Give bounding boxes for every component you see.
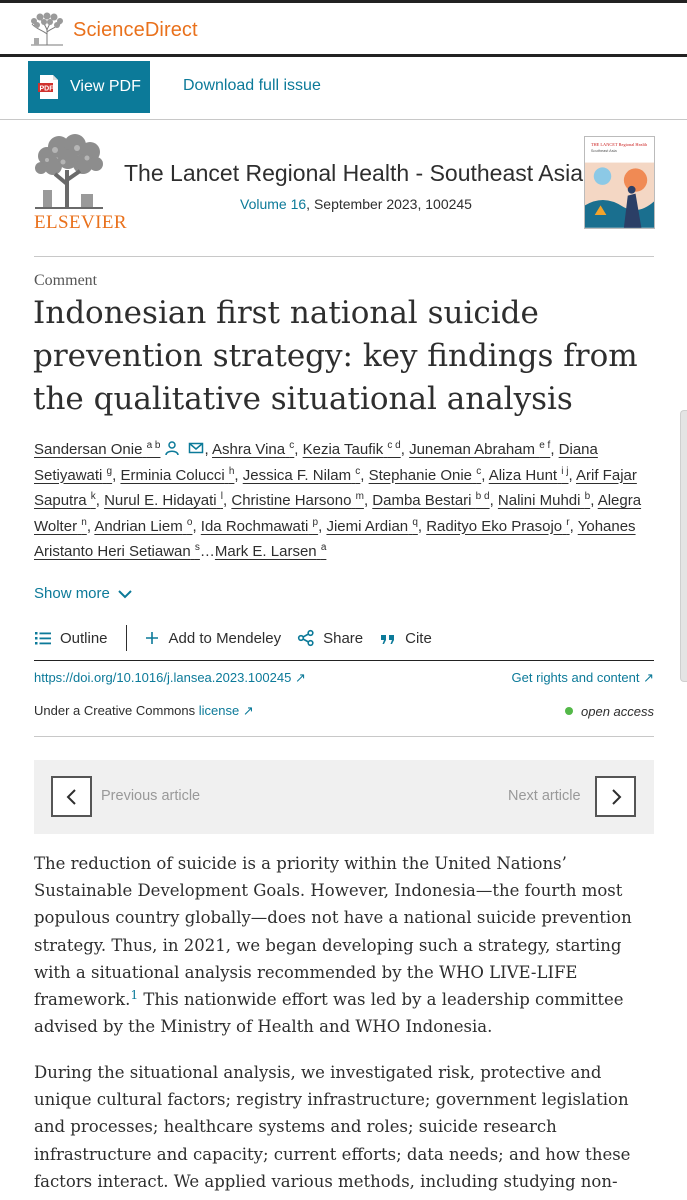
author-separator: , xyxy=(318,517,327,535)
author-link[interactable] xyxy=(94,518,192,535)
journal-header xyxy=(0,120,687,260)
reference-1-link[interactable]: 1 xyxy=(130,987,139,1002)
author-list xyxy=(34,437,654,565)
author-separator: … xyxy=(199,543,215,560)
author-affiliation: c xyxy=(355,465,361,477)
author-affiliation: r xyxy=(566,516,570,528)
journal-issue-info xyxy=(240,196,472,212)
author-link[interactable] xyxy=(201,518,318,535)
view-pdf-label: View PDF xyxy=(70,78,141,95)
author-affiliation: h xyxy=(228,465,235,477)
author-link[interactable] xyxy=(489,467,569,484)
author-separator: , xyxy=(481,466,489,484)
author-link[interactable] xyxy=(409,441,550,458)
author-link[interactable] xyxy=(104,492,223,509)
body-paragraph-1 xyxy=(34,850,654,1040)
view-pdf-button[interactable] xyxy=(28,61,150,113)
author-affiliation: p xyxy=(312,516,319,528)
author-name: Kezia Taufik xyxy=(302,441,384,458)
article-type: Comment xyxy=(34,272,98,289)
toolbar-divider xyxy=(34,660,654,661)
author-name: Stephanie Onie xyxy=(368,466,473,484)
author-affiliation: q xyxy=(412,516,418,528)
author-name: Ida Rochmawati xyxy=(200,517,309,535)
author-separator: , xyxy=(400,441,410,458)
external-link-icon: ↗ xyxy=(643,670,654,685)
journal-title[interactable]: The Lancet Regional Health - Southeast Asia xyxy=(124,160,584,186)
author-link[interactable] xyxy=(212,441,294,458)
author-name: Erminia Colucci xyxy=(120,466,225,484)
journal-cover-image[interactable] xyxy=(584,136,655,229)
license-info xyxy=(34,703,254,719)
author-separator: , xyxy=(363,492,373,509)
doi-text: https://doi.org/10.1016/j.lansea.2023.100245 xyxy=(34,670,292,685)
license-link[interactable] xyxy=(199,703,254,718)
rights-text: Get rights and content xyxy=(511,670,640,685)
author-name: Yohanes Aristanto Heri Setiawan xyxy=(34,517,636,560)
author-name: Alegra Wolter xyxy=(34,492,642,535)
show-more-label: Show more xyxy=(34,585,110,602)
author-affiliation: k xyxy=(90,491,96,502)
author-affiliation: a xyxy=(320,542,327,553)
author-separator: , xyxy=(234,466,243,484)
email-icon[interactable] xyxy=(188,440,204,456)
open-access-dot-icon xyxy=(565,707,573,715)
author-affiliation: b d xyxy=(475,491,490,502)
author-separator: , xyxy=(86,517,95,535)
author-link[interactable] xyxy=(231,492,364,509)
author-affiliation: n xyxy=(81,516,87,528)
author-separator: , xyxy=(192,517,201,535)
chevron-down-icon xyxy=(118,589,132,599)
open-access-label: open access xyxy=(581,703,654,719)
cite-button[interactable] xyxy=(379,629,432,647)
add-to-mendeley-button[interactable] xyxy=(143,629,282,647)
license-divider xyxy=(34,736,654,737)
cite-label: Cite xyxy=(405,629,432,647)
next-article-label[interactable]: Next article xyxy=(508,788,581,804)
share-icon xyxy=(297,629,315,647)
svg-text:PDF: PDF xyxy=(39,85,54,93)
author-name: Aliza Hunt xyxy=(488,466,558,484)
next-article-button[interactable] xyxy=(595,776,636,817)
author-link[interactable] xyxy=(303,441,401,458)
elsevier-logo-icon[interactable] xyxy=(33,134,105,210)
author-link[interactable] xyxy=(372,492,489,509)
author-affiliation: c d xyxy=(387,440,401,451)
list-icon xyxy=(34,629,52,647)
author-link[interactable] xyxy=(120,467,234,484)
author-affiliation: a b xyxy=(146,440,161,451)
toolbar-separator xyxy=(126,625,127,651)
author-link[interactable] xyxy=(34,441,160,458)
site-name[interactable]: ScienceDirect xyxy=(73,19,198,41)
author-affiliation: g xyxy=(106,465,113,477)
outline-button[interactable] xyxy=(34,629,108,647)
corresponding-author-icons xyxy=(164,440,204,456)
article-navigation xyxy=(34,760,654,834)
page-scrollbar[interactable] xyxy=(680,410,687,682)
elsevier-tree-logo-icon[interactable] xyxy=(28,12,66,46)
body-paragraph-2: During the situational analysis, we investigated risk, protective and unique cultural factors; registry infrastructure; government legislation and processes; healthcare systems and roles; suicide research infrastructure and capacity; current efforts; data needs; and how these factors interact. We applied various methods, including studying non- xyxy=(34,1063,631,1191)
show-more-button[interactable] xyxy=(34,585,132,602)
paragraph-1-rest: This nationwide effort was led by a leadership committee advised by the Ministry of Health and WHO Indonesia. xyxy=(34,990,624,1037)
paragraph-1-text: The reduction of suicide is a priority within the United Nations’ Sustainable Development Goals. However, Indonesia—the fourth most populous country globally—does not have a national suicide prevention strategy. Thus, in 2021, we began developing such a strategy, starting with a situational analysis recommended by the WHO LIVE-LIFE framework. xyxy=(34,854,632,1010)
author-link[interactable] xyxy=(426,518,569,535)
share-label: Share xyxy=(323,629,364,647)
previous-article-label[interactable]: Previous article xyxy=(101,788,201,804)
author-link[interactable] xyxy=(215,543,326,560)
download-full-issue-link[interactable]: Download full issue xyxy=(183,77,321,94)
mendeley-label: Add to Mendeley xyxy=(168,629,282,647)
author-name: Mark E. Larsen xyxy=(214,543,317,560)
author-name: Andrian Liem xyxy=(94,517,183,535)
author-name: Nalini Muhdi xyxy=(497,492,581,509)
cover-title-text: THE LANCET Regional Health xyxy=(590,142,648,148)
article-action-bar xyxy=(0,57,687,120)
cover-subtitle-text: Southeast Asia xyxy=(590,147,617,153)
chevron-right-icon xyxy=(608,789,624,805)
author-separator: , xyxy=(294,441,303,458)
author-affiliation: e f xyxy=(539,440,551,451)
get-rights-link[interactable] xyxy=(512,670,654,686)
author-name: Damba Bestari xyxy=(372,492,472,509)
author-name: Arif Fajar Saputra xyxy=(34,466,637,509)
elsevier-wordmark: ELSEVIER xyxy=(34,212,127,233)
reference-1[interactable] xyxy=(130,987,138,1003)
author-affiliation: c xyxy=(476,465,482,477)
author-affiliation: i j xyxy=(561,465,569,477)
author-affiliation: m xyxy=(355,491,364,502)
author-separator: , xyxy=(569,517,578,535)
chevron-left-icon xyxy=(64,789,80,805)
author-name: Sandersan Onie xyxy=(34,441,143,458)
author-affiliation: o xyxy=(186,516,193,528)
previous-article-button[interactable] xyxy=(51,776,92,817)
author-name: Nurul E. Hidayati xyxy=(104,492,217,509)
site-header xyxy=(0,0,687,57)
doi-link[interactable] xyxy=(34,670,306,686)
author-separator: , xyxy=(95,492,105,509)
article-title: Indonesian first national suicide prevention strategy: key findings from the qualitative situational analysis xyxy=(33,295,638,417)
author-separator: , xyxy=(112,466,121,484)
license-link-text: license xyxy=(198,703,240,718)
volume-link[interactable]: Volume 16 xyxy=(240,196,307,212)
issue-date-number: , September 2023, 100245 xyxy=(306,196,472,212)
external-link-icon: ↗ xyxy=(294,670,306,685)
author-link[interactable] xyxy=(498,492,590,509)
journal-divider xyxy=(34,256,654,257)
quote-icon xyxy=(379,629,397,647)
author-affiliation: s xyxy=(194,542,200,553)
author-separator: , xyxy=(550,441,559,458)
doi-row xyxy=(34,670,654,686)
author-link[interactable] xyxy=(326,518,417,535)
author-link[interactable] xyxy=(243,467,361,484)
author-separator: , xyxy=(568,466,577,484)
license-row xyxy=(34,703,654,719)
author-separator: , xyxy=(223,492,232,509)
author-separator: , xyxy=(590,492,598,509)
author-name: Christine Harsono xyxy=(231,492,352,509)
author-link[interactable] xyxy=(369,467,482,484)
person-icon[interactable] xyxy=(164,440,180,456)
author-name: Juneman Abraham xyxy=(409,441,536,458)
external-link-icon: ↗ xyxy=(242,703,254,718)
outline-label: Outline xyxy=(60,629,108,647)
author-name: Jiemi Ardian xyxy=(326,517,409,535)
author-affiliation: l xyxy=(220,491,224,502)
pdf-file-icon xyxy=(38,74,60,100)
author-name: Jessica F. Nilam xyxy=(242,466,352,484)
author-separator: , xyxy=(204,441,212,458)
open-access-badge xyxy=(565,703,654,719)
plus-icon xyxy=(143,629,161,647)
author-affiliation: b xyxy=(584,491,591,502)
author-affiliation: c xyxy=(289,440,295,451)
author-name: Radityo Eko Prasojo xyxy=(426,517,563,535)
license-prefix: Under a Creative Commons xyxy=(34,703,199,718)
article-toolbar xyxy=(34,624,654,652)
author-separator: , xyxy=(417,517,427,535)
author-separator: , xyxy=(489,492,498,509)
author-separator: , xyxy=(360,466,369,484)
share-button[interactable] xyxy=(297,629,363,647)
author-name: Ashra Vina xyxy=(212,441,286,458)
author-name: Diana Setiyawati xyxy=(34,441,598,484)
